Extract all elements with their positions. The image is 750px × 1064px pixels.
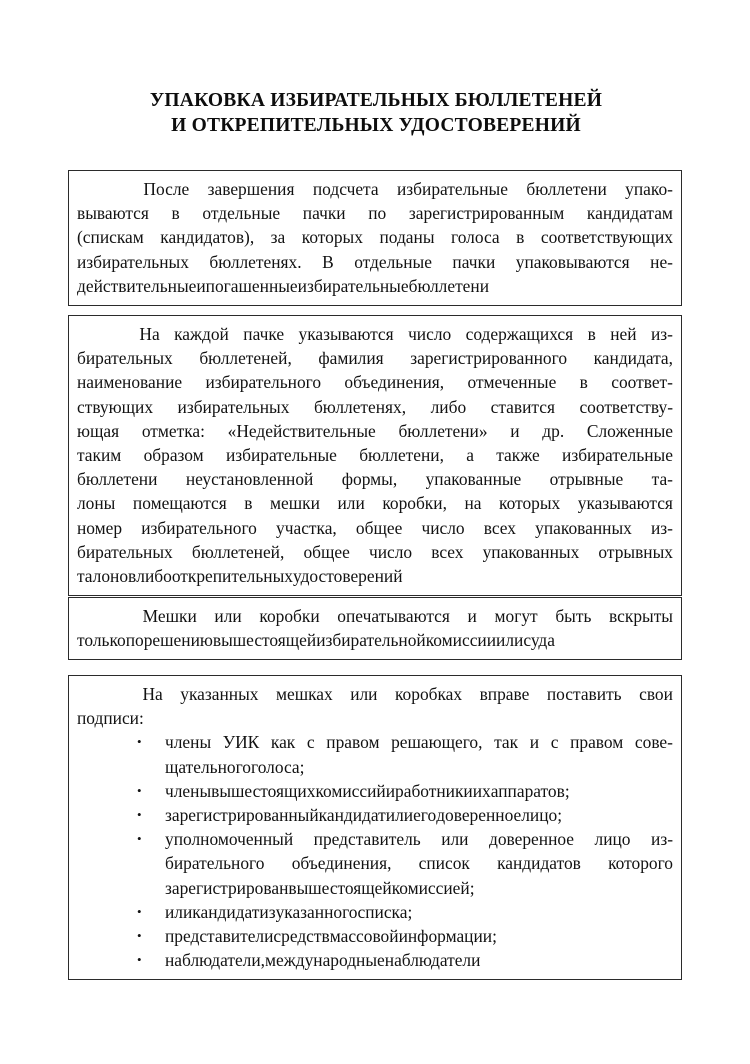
text-line: [77, 250, 673, 274]
word: бюллетеней,: [199, 348, 292, 369]
word: на: [464, 493, 482, 514]
word: также: [496, 445, 540, 466]
text-line: [77, 564, 673, 588]
word: правом: [570, 732, 624, 753]
text-line: [77, 201, 673, 225]
word: и: [196, 275, 206, 296]
word: бюллетени»: [398, 420, 488, 441]
list-item: [77, 924, 673, 948]
word: номер: [77, 517, 123, 538]
word: кандидатов),: [160, 227, 255, 248]
list-item: [77, 803, 673, 827]
word: пачки: [302, 203, 346, 224]
word: список: [418, 853, 470, 874]
first-line-indent: [77, 322, 125, 346]
word: доверенное: [488, 829, 575, 850]
word: суда: [523, 630, 555, 651]
word: или: [350, 684, 378, 704]
word: упакованные: [425, 469, 522, 490]
word: бюллетеней,: [191, 541, 285, 562]
word: талонов: [77, 566, 137, 587]
word: бюллетени: [408, 275, 490, 296]
word: упако-: [625, 179, 673, 199]
word: всех: [483, 517, 516, 538]
page-title-line-1: УПАКОВКА ИЗБИРАТЕЛЬНЫХ БЮЛЛЕТЕНЕЙ: [149, 90, 603, 111]
text-line: [77, 274, 673, 298]
text-box-3: [68, 597, 682, 660]
word: избирательные: [297, 275, 409, 296]
word: избирательной: [316, 630, 426, 651]
word: избирательные: [562, 445, 673, 466]
text-line: [165, 948, 673, 972]
word: объединения,: [291, 853, 392, 874]
text-line: [77, 177, 673, 201]
word: быть: [555, 606, 592, 626]
word: которых: [301, 227, 363, 248]
list-item: [77, 900, 673, 924]
word: соответству-: [579, 396, 673, 417]
word: Сложенные: [586, 420, 673, 441]
word: общее: [303, 541, 350, 562]
word: только: [77, 630, 126, 651]
word: вскрыты: [609, 606, 673, 626]
word: так: [494, 732, 519, 753]
word: всех: [431, 541, 464, 562]
word: В: [322, 251, 334, 272]
word: число: [368, 541, 413, 562]
list-item: [77, 779, 673, 803]
word: «Недействительные: [227, 420, 376, 441]
word: вправе: [479, 684, 530, 704]
word: На: [142, 684, 163, 704]
word: УИК: [222, 732, 260, 753]
word: из-: [650, 324, 673, 344]
word: зарегистрированного: [410, 348, 568, 369]
bullet-icon: •: [137, 782, 142, 798]
word: бирательного: [165, 853, 265, 874]
first-line-indent: [77, 604, 125, 628]
word: либо: [136, 566, 172, 587]
word: зарегистрирован: [165, 877, 289, 898]
word: которого: [608, 853, 673, 874]
word: и: [510, 420, 520, 441]
word: информации;: [398, 926, 497, 947]
word: пачки: [452, 251, 496, 272]
word: лоны: [77, 493, 116, 514]
word: уполномоченный: [165, 829, 294, 850]
word: которых: [499, 493, 561, 514]
word: ставится: [490, 396, 555, 417]
word: упаковываются: [515, 251, 630, 272]
word: а: [466, 445, 474, 466]
word: кандидатов: [497, 853, 581, 874]
list-item: [77, 948, 673, 972]
word: по: [125, 630, 144, 651]
word: После: [143, 179, 190, 199]
text-line: [165, 803, 673, 827]
page-title-line-2: И ОТКРЕПИТЕЛЬНЫХ УДОСТОВЕРЕНИЙ: [171, 115, 581, 136]
word: др.: [542, 420, 565, 441]
word: голоса;: [251, 756, 305, 777]
word: На: [139, 324, 160, 344]
first-line-indent: [77, 177, 125, 201]
word: бюллетени,: [359, 445, 444, 466]
word: и: [529, 732, 540, 753]
word: таким: [77, 445, 122, 466]
text-line: [77, 491, 673, 515]
bullet-icon: •: [137, 734, 142, 750]
word: или: [441, 829, 469, 850]
word: открепительных: [171, 566, 293, 587]
word: могут: [494, 606, 538, 626]
word: число: [408, 324, 452, 344]
word: указанных: [180, 684, 259, 704]
word: кандидатам: [586, 203, 673, 224]
bullet-icon: •: [137, 952, 142, 968]
word: аппаратов;: [490, 780, 570, 801]
word: соответствующих: [540, 227, 673, 248]
text-line: [165, 900, 673, 924]
word: или: [337, 493, 365, 514]
word: либо: [430, 396, 467, 417]
word: лицо: [594, 829, 631, 850]
word: избирательных: [177, 396, 290, 417]
word: щательного: [165, 756, 251, 777]
word: члены: [165, 780, 212, 801]
word: комиссией;: [391, 877, 475, 898]
word: Мешки: [142, 606, 197, 626]
page-title: [68, 88, 684, 138]
word: с: [306, 732, 315, 753]
word: отрывные: [549, 469, 624, 490]
word: мешки: [270, 493, 320, 514]
text-line: [165, 755, 673, 779]
bullet-icon: •: [137, 831, 142, 847]
text-line: [77, 370, 673, 394]
word: опечатываются: [337, 606, 450, 626]
bullet-icon: •: [137, 903, 142, 919]
text-line: [77, 467, 673, 491]
word: его: [413, 805, 437, 826]
word: и: [467, 606, 477, 626]
word: за: [270, 227, 286, 248]
word: указываются: [577, 493, 673, 514]
word: вышестоящих: [211, 780, 316, 801]
signatories-list: [77, 730, 673, 972]
word: зарегистрированным: [408, 203, 565, 224]
word: подписи:: [77, 708, 144, 729]
word: число: [421, 517, 465, 538]
word: бюллетенях.: [209, 251, 302, 272]
word: наблюдатели: [384, 950, 481, 971]
word: комиссий: [315, 780, 386, 801]
word: кандидата,: [593, 348, 673, 369]
word: удостоверений: [292, 566, 403, 587]
word: представители: [165, 926, 274, 947]
text-line: [77, 682, 673, 706]
word: комиссии: [425, 630, 497, 651]
word: доверенное: [436, 805, 522, 826]
text-box-4-paragraph: [77, 682, 673, 730]
word: лицо;: [521, 805, 563, 826]
text-line: [77, 322, 673, 346]
bullet-icon: •: [137, 807, 142, 823]
first-line-indent: [77, 682, 125, 706]
word: члены: [165, 732, 212, 753]
word: ствующих: [77, 396, 154, 417]
word: поданы: [379, 227, 435, 248]
word: отметка:: [141, 420, 205, 441]
word: ней: [610, 324, 637, 344]
text-box-2: [68, 315, 682, 596]
text-line: [165, 730, 673, 754]
word: пачке: [243, 324, 285, 344]
text-line: [77, 516, 673, 540]
word: (спискам: [77, 227, 144, 248]
word: средств: [273, 926, 330, 947]
word: как: [270, 732, 296, 753]
text-line: [165, 924, 673, 948]
word: образом: [143, 445, 204, 466]
word: из: [259, 901, 276, 922]
word: отмеченные: [467, 372, 557, 393]
word: списка;: [357, 901, 413, 922]
word: отрывных: [598, 541, 673, 562]
word: коробки,: [382, 493, 447, 514]
word: в: [516, 227, 525, 248]
word: или: [385, 805, 414, 826]
text-line: [165, 851, 673, 875]
word: решению: [143, 630, 213, 651]
word: объединения,: [344, 372, 445, 393]
word: наименование: [77, 372, 183, 393]
text-line: [77, 346, 673, 370]
word: кандидат: [318, 805, 386, 826]
word: по: [368, 203, 387, 224]
text-line: [165, 876, 673, 900]
text-line: [77, 443, 673, 467]
word: международные: [265, 950, 385, 971]
word: соответ-: [611, 372, 673, 393]
word: представитель: [313, 829, 421, 850]
word: общее: [355, 517, 403, 538]
word: избирательные: [225, 445, 337, 466]
text-box-1: [68, 170, 682, 306]
word: с: [550, 732, 559, 753]
word: из-: [651, 829, 673, 850]
word: завершения: [207, 179, 295, 199]
word: действительные: [77, 275, 197, 296]
text-line: [77, 225, 673, 249]
word: избирательных: [77, 251, 189, 272]
word: сове-: [634, 732, 673, 753]
word: участка,: [276, 517, 337, 538]
word: поставить: [546, 684, 622, 704]
word: содержащихся: [465, 324, 574, 344]
word: бирательных: [77, 541, 173, 562]
word: зарегистрированный: [165, 805, 319, 826]
word: в: [579, 372, 588, 393]
word: ющая: [77, 420, 120, 441]
word: бюллетенях,: [313, 396, 407, 417]
word: коробки: [259, 606, 320, 626]
word: коробках: [394, 684, 463, 704]
word: их: [472, 780, 491, 801]
word: отдельные: [354, 251, 432, 272]
word: свои: [639, 684, 673, 704]
word: отдельные: [202, 203, 281, 224]
word: избирательные: [397, 179, 508, 199]
word: подсчета: [312, 179, 379, 199]
word: кандидат: [192, 901, 260, 922]
word: упакованных: [482, 541, 580, 562]
word: погашенные: [205, 275, 298, 296]
word: бирательных: [77, 348, 173, 369]
word: в: [171, 203, 180, 224]
word: избирательного: [141, 517, 257, 538]
word: вышестоящей: [288, 877, 392, 898]
word: правом: [326, 732, 380, 753]
word: избирательного: [205, 372, 322, 393]
list-item: [77, 827, 673, 900]
text-line: [77, 395, 673, 419]
word: вышестоящей: [212, 630, 317, 651]
text-line: [165, 827, 673, 851]
word: не-: [650, 251, 673, 272]
text-line: [165, 779, 673, 803]
text-line: [77, 628, 673, 652]
word: та-: [651, 469, 673, 490]
word: работники: [395, 780, 473, 801]
word: вываются: [77, 203, 149, 224]
word: помещаются: [132, 493, 227, 514]
word: бюллетени: [77, 469, 158, 490]
word: и: [385, 780, 396, 801]
word: голоса: [451, 227, 500, 248]
word: неустановленной: [185, 469, 314, 490]
word: каждой: [174, 324, 229, 344]
text-line: [77, 604, 673, 628]
word: из-: [651, 517, 673, 538]
word: решающего,: [391, 732, 483, 753]
word: указанного: [275, 901, 358, 922]
word: наблюдатели,: [165, 950, 265, 971]
word: или: [165, 901, 193, 922]
word: в: [587, 324, 596, 344]
text-line: [77, 706, 673, 730]
word: указываются: [298, 324, 394, 344]
word: упакованных: [535, 517, 632, 538]
word: или: [496, 630, 524, 651]
word: в: [244, 493, 253, 514]
list-item: [77, 730, 673, 778]
bullet-icon: •: [137, 928, 142, 944]
word: фамилия: [318, 348, 384, 369]
word: массовой: [329, 926, 399, 947]
text-box-4: [68, 675, 682, 980]
word: или: [214, 606, 242, 626]
word: бюллетени: [526, 179, 607, 199]
text-line: [77, 540, 673, 564]
word: формы,: [341, 469, 398, 490]
word: мешках: [275, 684, 333, 704]
text-line: [77, 419, 673, 443]
